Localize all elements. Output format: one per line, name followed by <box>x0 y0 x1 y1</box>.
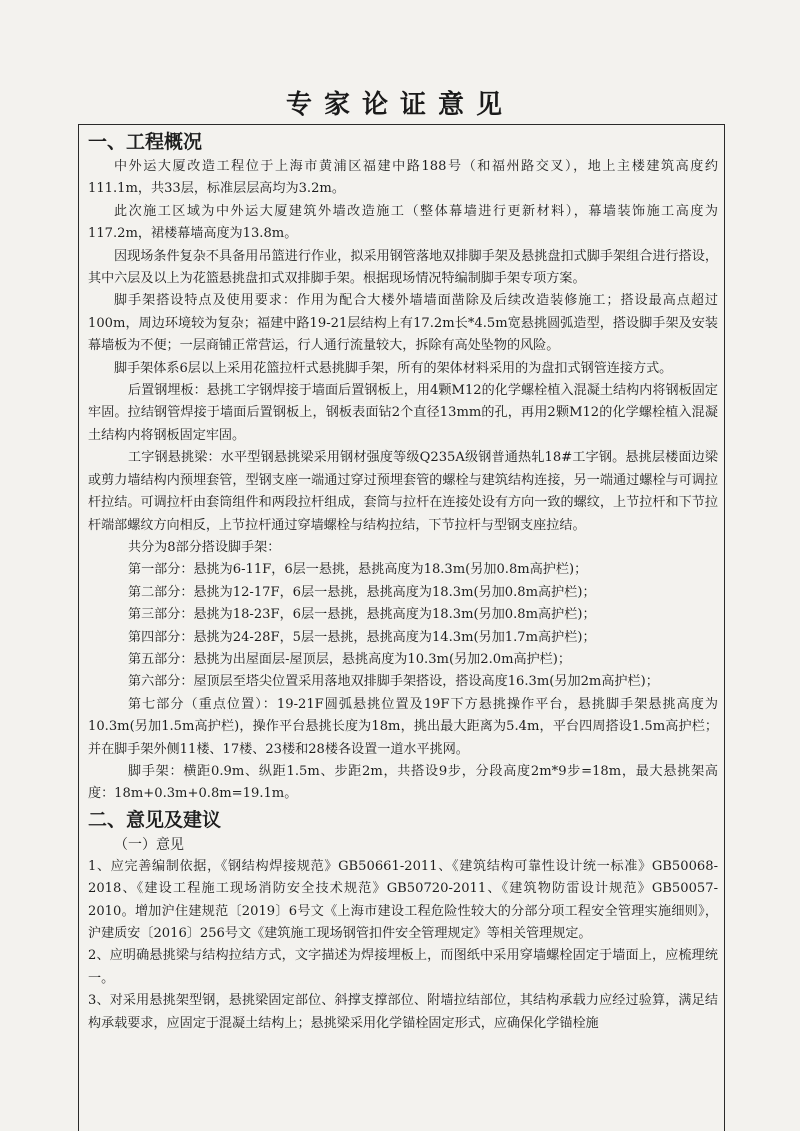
paragraph-scaffold-params: 脚手架：横距0.9m、纵距1.5m、步距2m，共搭设9步，分段高度2m*9步=18m，最大悬挑架高度：18m+0.3m+0.8m=19.1m。 <box>88 763 718 802</box>
paragraph-location: 中外运大厦改造工程位于上海市黄浦区福建中路188号（和福州路交叉），地上主楼建筑高度约111.1m，共33层，标准层层高均为3.2m。 <box>88 159 718 197</box>
subsection-heading: （一）意见 <box>114 836 184 853</box>
paragraph-system: 脚手架体系6层以上采用花篮拉杆式悬挑脚手架，所有的架体材料采用的为盘扣式钢管连接方式。 <box>114 360 673 376</box>
paragraph-parts-intro: 共分为8部分搭设脚手架： <box>128 539 281 555</box>
paragraph-features: 脚手架搭设特点及使用要求：作用为配合大楼外墙墙面凿除及后续改造装修施工；搭设最高点超过100m，周边环境较为复杂；福建中路19-21层结构上有17.2m长*4.5m宽悬挑圆弧造型，搭设脚手架及安装幕墙板为不便；一层商铺正常营运，行人通行流量较大，拆除有高处坠物的风险。 <box>88 293 718 354</box>
list-item: 第一部分：悬挑为6-11F，6层一悬挑，悬挑高度为18.3m(另加0.8m高护栏)； <box>128 562 588 578</box>
section-heading-overview: 一、工程概况 <box>88 131 203 153</box>
paragraph-scheme: 因现场条件复杂不具备用吊篮进行作业，拟采用钢管落地双排脚手架及悬挑盘扣式脚手架组合进行搭设，其中六层及以上为花篮悬挑盘扣式双排脚手架。根据现场情况特编制脚手架专项方案。 <box>88 248 718 287</box>
list-item: 第五部分：悬挑为出屋面层-屋顶层，悬挑高度为10.3m(另加2.0m高护栏)； <box>128 651 571 667</box>
opinion-item: 1、应完善编制依据，《钢结构焊接规范》GB50661-2011、《建筑结构可靠性设计统一标准》GB50068-2018、《建设工程施工现场消防安全技术规范》GB50720-2011、《建筑物防雷设计规范》GB50057-2010。增加沪住建规范〔2019〕6号文《上海市建设工程危险性较大的分部分项工程安全管理实施细则》，沪建质安〔2016〕256号文《建筑施工现场钢管扣件安全管理规定》等相关管理规定。 <box>88 858 718 941</box>
opinion-item: 2、应明确悬挑梁与结构拉结方式，文字描述为焊接埋板上，而图纸中采用穿墙螺栓固定于墙面上，应梳理统一。 <box>88 948 718 986</box>
list-item: 第四部分：悬挑为24-28F，5层一悬挑，悬挑高度为14.3m(另加1.7m高护栏)； <box>128 629 596 645</box>
paragraph-i-beam: 工字钢悬挑梁：水平型钢悬挑梁采用钢材强度等级Q235A级钢普通热轧18#工字钢。悬挑层楼面边梁或剪力墙结构内预埋套管，型钢支座一端通过穿过预埋套管的螺栓与建筑结构连接，另一端通过螺栓与可调拉杆拉结。可调拉杆由套筒组件和两段拉杆组成，套筒与拉杆在连接处设有方向一致的螺纹，上节拉杆和下节拉杆端部螺纹方向相反，上节拉杆通过穿墙螺栓与结构拉结，下节拉杆与型钢支座拉结。 <box>88 450 718 533</box>
page-title: 专家论证意见 <box>285 90 514 120</box>
paragraph-scope: 此次施工区域为中外运大厦建筑外墙改造施工（整体幕墙进行更新材料），幕墙装饰施工高度为117.2m，裙楼幕墙高度为13.8m。 <box>88 203 718 242</box>
opinion-item: 3、对采用悬挑架型钢，悬挑梁固定部位、斜撑支撑部位、附墙拉结部位，其结构承载力应经过验算，满足结构承载要求，应固定于混凝土结构上；悬挑梁采用化学锚栓固定形式，应确保化学锚栓施 <box>88 993 718 1031</box>
list-item: 第二部分：悬挑为12-17F，6层一悬挑，悬挑高度为18.3m(另加0.8m高护栏)； <box>128 584 596 600</box>
list-item: 第六部分：屋顶层至塔尖位置采用落地双排脚手架搭设，搭设高度16.3m(另加2m高护栏)； <box>128 674 659 690</box>
list-item: 第七部分（重点位置）：19-21F圆弧悬挑位置及19F下方悬挑操作平台，悬挑脚手架悬挑高度为10.3m(另加1.5m高护栏)，操作平台悬挑长度为18m，挑出最大距离为5.4m，平台四周搭设1.5m高护栏；并在脚手架外侧11楼、17楼、23楼和28楼各设置一道水平挑网。 <box>88 696 718 757</box>
list-item: 第三部分：悬挑为18-23F，6层一悬挑，悬挑高度为18.3m(另加0.8m高护栏)； <box>128 607 596 623</box>
section-heading-opinions: 二、意见及建议 <box>88 808 222 831</box>
paragraph-embedded-plate: 后置钢埋板：悬挑工字钢焊接于墙面后置钢板上，用4颗M12的化学螺栓植入混凝土结构内将钢板固定牢固。拉结钢管焊接于墙面后置钢板上，钢板表面钻2个直径13mm的孔，再用2颗M12的化学螺栓植入混凝土结构内将钢板固定牢固。 <box>88 383 718 443</box>
document-body <box>88 128 718 1035</box>
